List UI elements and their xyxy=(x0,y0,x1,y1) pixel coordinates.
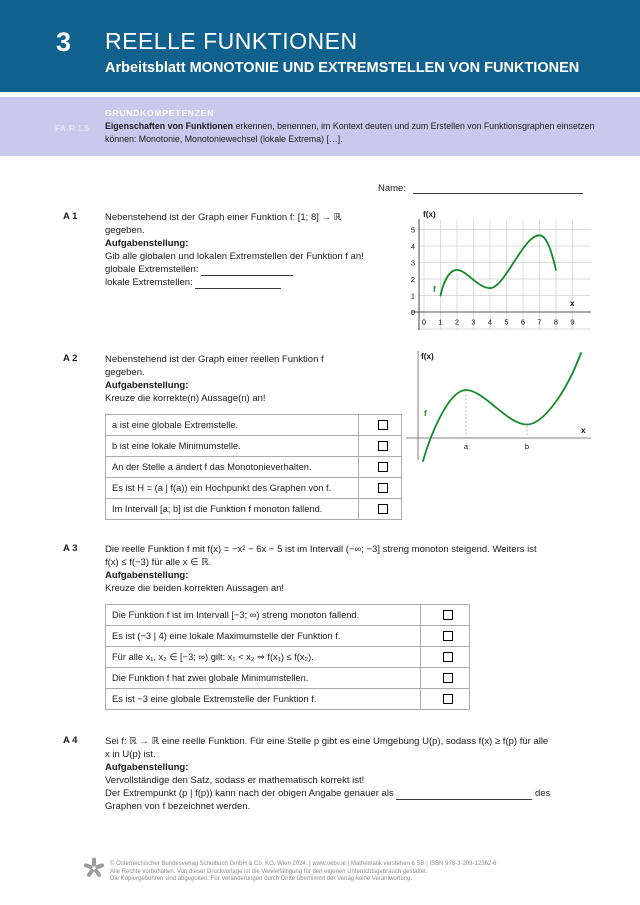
svg-text:7: 7 xyxy=(537,317,542,327)
worksheet-subtitle: Arbeitsblatt MONOTONIE UND EXTREMSTELLEN VON FUNKTIONEN xyxy=(105,60,580,76)
task-a3 xyxy=(105,543,592,710)
a1-y-tick-labels xyxy=(411,225,415,316)
a4-intro-line2: x in U(p) ist. xyxy=(105,749,156,760)
name-row xyxy=(378,183,583,194)
a1-function-curve xyxy=(441,235,557,295)
a3-intro-line2: f(x) ≤ f(−3) für alle x ∈ ℝ. xyxy=(105,557,212,568)
a2-statement-5: Im Intervall [a; b] ist die Funktion f monoton fallend. xyxy=(106,499,359,520)
a2-checkbox-1[interactable] xyxy=(378,420,388,430)
svg-text:3: 3 xyxy=(410,258,415,268)
a1-instruction: Gib alle globalen und lokalen Extremstellen der Funktion f an! xyxy=(105,251,364,262)
task-a1-label: A 1 xyxy=(63,211,78,222)
a2-xlabel: x xyxy=(581,426,586,435)
oebv-logo-icon xyxy=(83,857,105,884)
svg-text:0: 0 xyxy=(421,317,427,327)
a2-statement-table xyxy=(105,414,402,520)
footer-line1: © Österreichischer Bundesverlag Schulbuch GmbH & Co. KG, Wien 2024. | www.oebv.at | Mathematik verstehen 6 SB | ISBN 978-3-209-12362-6 xyxy=(110,861,497,867)
a3-intro-line1: Die reelle Funktion f mit f(x) = −x² − 6x − 5 ist im Intervall (−∞; −3] streng monoton steigend. Weiters ist xyxy=(105,544,537,555)
a2-axes xyxy=(406,351,591,460)
task-a3-label: A 3 xyxy=(63,543,78,554)
a3-checkbox-2[interactable] xyxy=(443,631,453,641)
svg-text:0: 0 xyxy=(410,307,415,317)
task-a2 xyxy=(105,353,405,520)
a2-checkbox-4[interactable] xyxy=(378,483,388,493)
competency-bold-lead: Eigenschaften von Funktionen xyxy=(105,121,234,131)
footer-line3: Die Kopiergebühren sind abgegolten. Für Veränderungen durch Dritte übernimmt der Verlag keine Verantwortung. xyxy=(110,876,413,882)
a1-blank2-row xyxy=(105,276,403,289)
svg-text:2: 2 xyxy=(454,317,460,327)
table-row xyxy=(106,668,470,689)
table-row xyxy=(106,605,470,626)
a1-intro-line1: Nebenstehend ist der Graph einer Funktion f: [1; 8] → ℝ xyxy=(105,212,342,223)
a3-checkbox-4[interactable] xyxy=(443,673,453,683)
task-a4 xyxy=(105,735,594,813)
table-row xyxy=(106,415,402,436)
competency-heading: GRUNDKOMPETENZEN xyxy=(105,108,215,118)
a3-checkbox-3[interactable] xyxy=(443,652,453,662)
competency-text-line2: können: Monotonie, Monotoniewechsel (lokale Extrema) […]. xyxy=(105,134,343,144)
a3-statement-1: Die Funktion f ist im Intervall [−3; ∞) streng monoton fallend. xyxy=(106,605,421,626)
name-label: Name: xyxy=(378,183,406,194)
a2-statement-4: Es ist H = (a | f(a)) ein Hochpunkt des Graphen von f. xyxy=(106,478,359,499)
a3-aufgabenstellung: Aufgabenstellung: xyxy=(105,570,189,581)
footer-imprint xyxy=(110,861,580,884)
a3-statement-5: Es ist −3 eine globale Extremstelle der Funktion f. xyxy=(106,689,421,710)
chapter-number: 3 xyxy=(56,27,72,57)
a2-ylabel: f(x) xyxy=(421,352,434,361)
competency-text-rest: erkennen, benennen, im Kontext deuten und zum Erstellen von Funktionsgraphen einsetzen xyxy=(233,121,595,131)
table-row xyxy=(106,626,470,647)
task-a4-label: A 4 xyxy=(63,735,78,746)
a4-instruction: Vervollständige den Satz, sodass er mathematisch korrekt ist! xyxy=(105,775,365,786)
a4-sentence-line1 xyxy=(105,787,594,800)
name-blank-line[interactable] xyxy=(413,183,583,194)
svg-text:5: 5 xyxy=(410,225,415,235)
task-a1 xyxy=(105,211,403,289)
a2-intro-line2: gegeben. xyxy=(105,367,145,378)
a1-axes xyxy=(412,219,591,330)
a4-blank-line[interactable] xyxy=(396,789,532,800)
task-a2-label: A 2 xyxy=(63,353,78,364)
a2-instruction: Kreuze die korrekte(n) Aussage(n) an! xyxy=(105,393,266,404)
a2-statement-2: b ist eine lokale Minimumstelle. xyxy=(106,436,359,457)
a3-checkbox-5[interactable] xyxy=(443,694,453,704)
a2-statement-3: An der Stelle a ändert f das Monotonieverhalten. xyxy=(106,457,359,478)
table-row xyxy=(106,436,402,457)
a4-intro-line1: Sei f: ℝ → ℝ eine reelle Funktion. Für eine Stelle p gibt es eine Umgebung U(p), sodass f(x) ≥ f(p) für alle xyxy=(105,736,549,747)
a4-sentence-before-blank: Der Extrempunkt (p | f(p)) kann nach der obigen Angabe genauer als xyxy=(105,788,394,799)
chapter-header xyxy=(0,0,640,92)
a1-blank2-line[interactable] xyxy=(195,278,281,289)
svg-text:4: 4 xyxy=(487,317,493,327)
a3-statement-4: Die Funktion f hat zwei globale Minimumstellen. xyxy=(106,668,421,689)
a2-mark-a: a xyxy=(463,442,469,451)
a1-gridlines xyxy=(418,220,591,329)
a2-checkbox-5[interactable] xyxy=(378,504,388,514)
a1-curve-label: f xyxy=(433,285,436,294)
a1-aufgabenstellung: Aufgabenstellung: xyxy=(105,238,189,249)
svg-text:1: 1 xyxy=(410,291,415,301)
chapter-title: REELLE FUNKTIONEN xyxy=(105,28,358,54)
svg-text:2: 2 xyxy=(410,274,415,284)
svg-text:6: 6 xyxy=(520,317,526,327)
svg-text:1: 1 xyxy=(438,317,443,327)
a4-sentence-line2: Graphen von f bezeichnet werden. xyxy=(105,801,251,812)
table-row xyxy=(106,647,470,668)
a1-function-graph xyxy=(402,204,598,339)
svg-text:5: 5 xyxy=(504,317,509,327)
svg-text:3: 3 xyxy=(471,317,476,327)
a2-function-curve xyxy=(423,353,581,461)
a3-statement-2: Es ist (−3 | 4) eine lokale Maximumstelle der Funktion f. xyxy=(106,626,421,647)
a2-dotted-lines xyxy=(466,391,527,437)
table-row xyxy=(106,478,402,499)
table-row xyxy=(106,689,470,710)
svg-text:4: 4 xyxy=(410,241,415,251)
a1-blank1-line[interactable] xyxy=(201,265,293,276)
a2-checkbox-2[interactable] xyxy=(378,441,388,451)
a2-checkbox-3[interactable] xyxy=(378,462,388,472)
a1-xlabel: x xyxy=(570,299,575,308)
svg-text:9: 9 xyxy=(570,317,575,327)
a3-statement-3: Für alle x₁, x₂ ∈ [−3; ∞) gilt: x₁ < x₂ ⇒ f(x₁) ≤ f(x₂). xyxy=(106,647,421,668)
a2-mark-b: b xyxy=(524,442,530,451)
a3-statement-table xyxy=(105,604,470,710)
a2-statement-1: a ist eine globale Extremstelle. xyxy=(106,415,359,436)
a2-function-graph xyxy=(404,348,594,468)
competency-code: FA-R 1.5 xyxy=(55,123,90,133)
table-row xyxy=(106,457,402,478)
svg-text:8: 8 xyxy=(553,317,559,327)
a1-blank1-row xyxy=(105,263,403,276)
a1-intro-line2: gegeben. xyxy=(105,225,145,236)
a2-aufgabenstellung: Aufgabenstellung: xyxy=(105,380,189,391)
a1-blank2-label: lokale Extremstellen: xyxy=(105,277,193,288)
a3-checkbox-1[interactable] xyxy=(443,610,453,620)
a3-instruction: Kreuze die beiden korrekten Aussagen an! xyxy=(105,583,285,594)
a4-sentence-after-blank: des xyxy=(534,788,551,799)
a1-blank1-label: globale Extremstellen: xyxy=(105,264,199,275)
competency-box xyxy=(0,97,640,156)
a2-curve-label: f xyxy=(424,409,427,418)
a2-intro-line1: Nebenstehend ist der Graph einer reellen Funktion f xyxy=(105,354,324,365)
competency-text-line1 xyxy=(105,121,605,131)
a1-ylabel: f(x) xyxy=(423,210,436,219)
a1-x-tick-labels xyxy=(422,318,575,327)
table-row xyxy=(106,499,402,520)
a4-aufgabenstellung: Aufgabenstellung: xyxy=(105,762,189,773)
footer-line2: Alle Rechte vorbehalten. Von dieser Druckvorlage ist die Vervielfältigung für den eigenen Unterrichtsgebrauch gestattet. xyxy=(110,868,428,875)
